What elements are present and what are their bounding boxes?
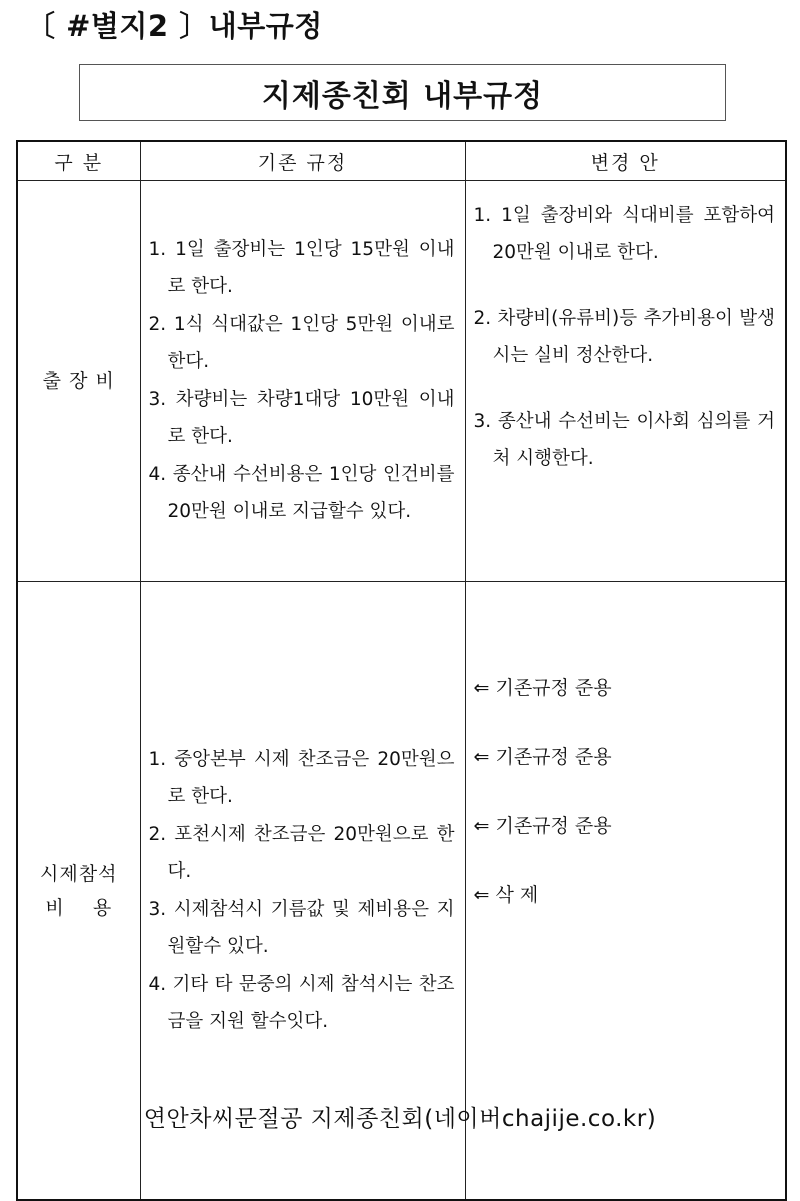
list-item: 2. 1식 식대값은 1인당 5만원 이내로 한다. xyxy=(148,314,455,372)
proposed-rules-list xyxy=(466,197,786,477)
list-item: ⇐ 기존규정 준용 xyxy=(473,746,612,768)
list-item: 3. 차량비는 차량1대당 10만원 이내로 한다. xyxy=(148,389,455,447)
proposed-rules-cell xyxy=(465,181,786,582)
list-item: ⇐ 삭 제 xyxy=(473,884,539,906)
list-item: 1. 중앙본부 시제 찬조금은 20만원으로 한다. xyxy=(148,748,455,807)
existing-rules-cell xyxy=(140,181,465,582)
category-label: 시제참석 xyxy=(40,862,118,885)
list-item: 4. 종산내 수선비용은 1인당 인건비를 20만원 이내로 지급할수 있다. xyxy=(148,464,455,522)
category-label: 출 장 비 xyxy=(42,370,115,392)
column-header-existing: 기존 규정 xyxy=(140,141,465,181)
list-item: 4. 기타 타 문중의 시제 참석시는 찬조금을 지원 할수잇다. xyxy=(148,973,455,1032)
list-item: ⇐ 기존규정 준용 xyxy=(473,815,612,837)
existing-rules-list xyxy=(141,741,465,1040)
list-item: 2. 차량비(유류비)등 추가비용이 발생시는 실비 정산한다. xyxy=(473,308,775,366)
regulation-table xyxy=(16,140,787,1201)
appendix-heading: 〔 #별지2 〕내부규정 xyxy=(26,9,323,43)
table-header-row xyxy=(17,141,786,181)
column-header-proposed: 변경 안 xyxy=(465,141,786,181)
category-label: 비 용 xyxy=(45,896,113,919)
existing-rules-list xyxy=(141,231,465,530)
category-cell xyxy=(17,181,140,582)
list-item: 3. 종산내 수선비는 이사회 심의를 거처 시행한다. xyxy=(473,411,775,469)
list-item: 3. 시제참석시 기름값 및 제비용은 지원할수 있다. xyxy=(148,898,455,957)
document-title-box xyxy=(79,64,726,121)
column-header-category: 구 분 xyxy=(17,141,140,181)
footer-organization: 연안차씨문절공 지제종친회(네이버chajije.co.kr) xyxy=(143,1106,657,1132)
document-title: 지제종친회 내부규정 xyxy=(261,78,544,114)
proposed-rules-list xyxy=(466,671,786,912)
list-item: 1. 1일 출장비와 식대비를 포함하여 20만원 이내로 한다. xyxy=(473,205,775,263)
list-item: 2. 포천시제 찬조금은 20만원으로 한다. xyxy=(148,823,455,882)
list-item: ⇐ 기존규정 준용 xyxy=(473,677,612,699)
table-row-travel-expenses xyxy=(17,181,786,582)
list-item: 1. 1일 출장비는 1인당 15만원 이내로 한다. xyxy=(148,239,455,297)
